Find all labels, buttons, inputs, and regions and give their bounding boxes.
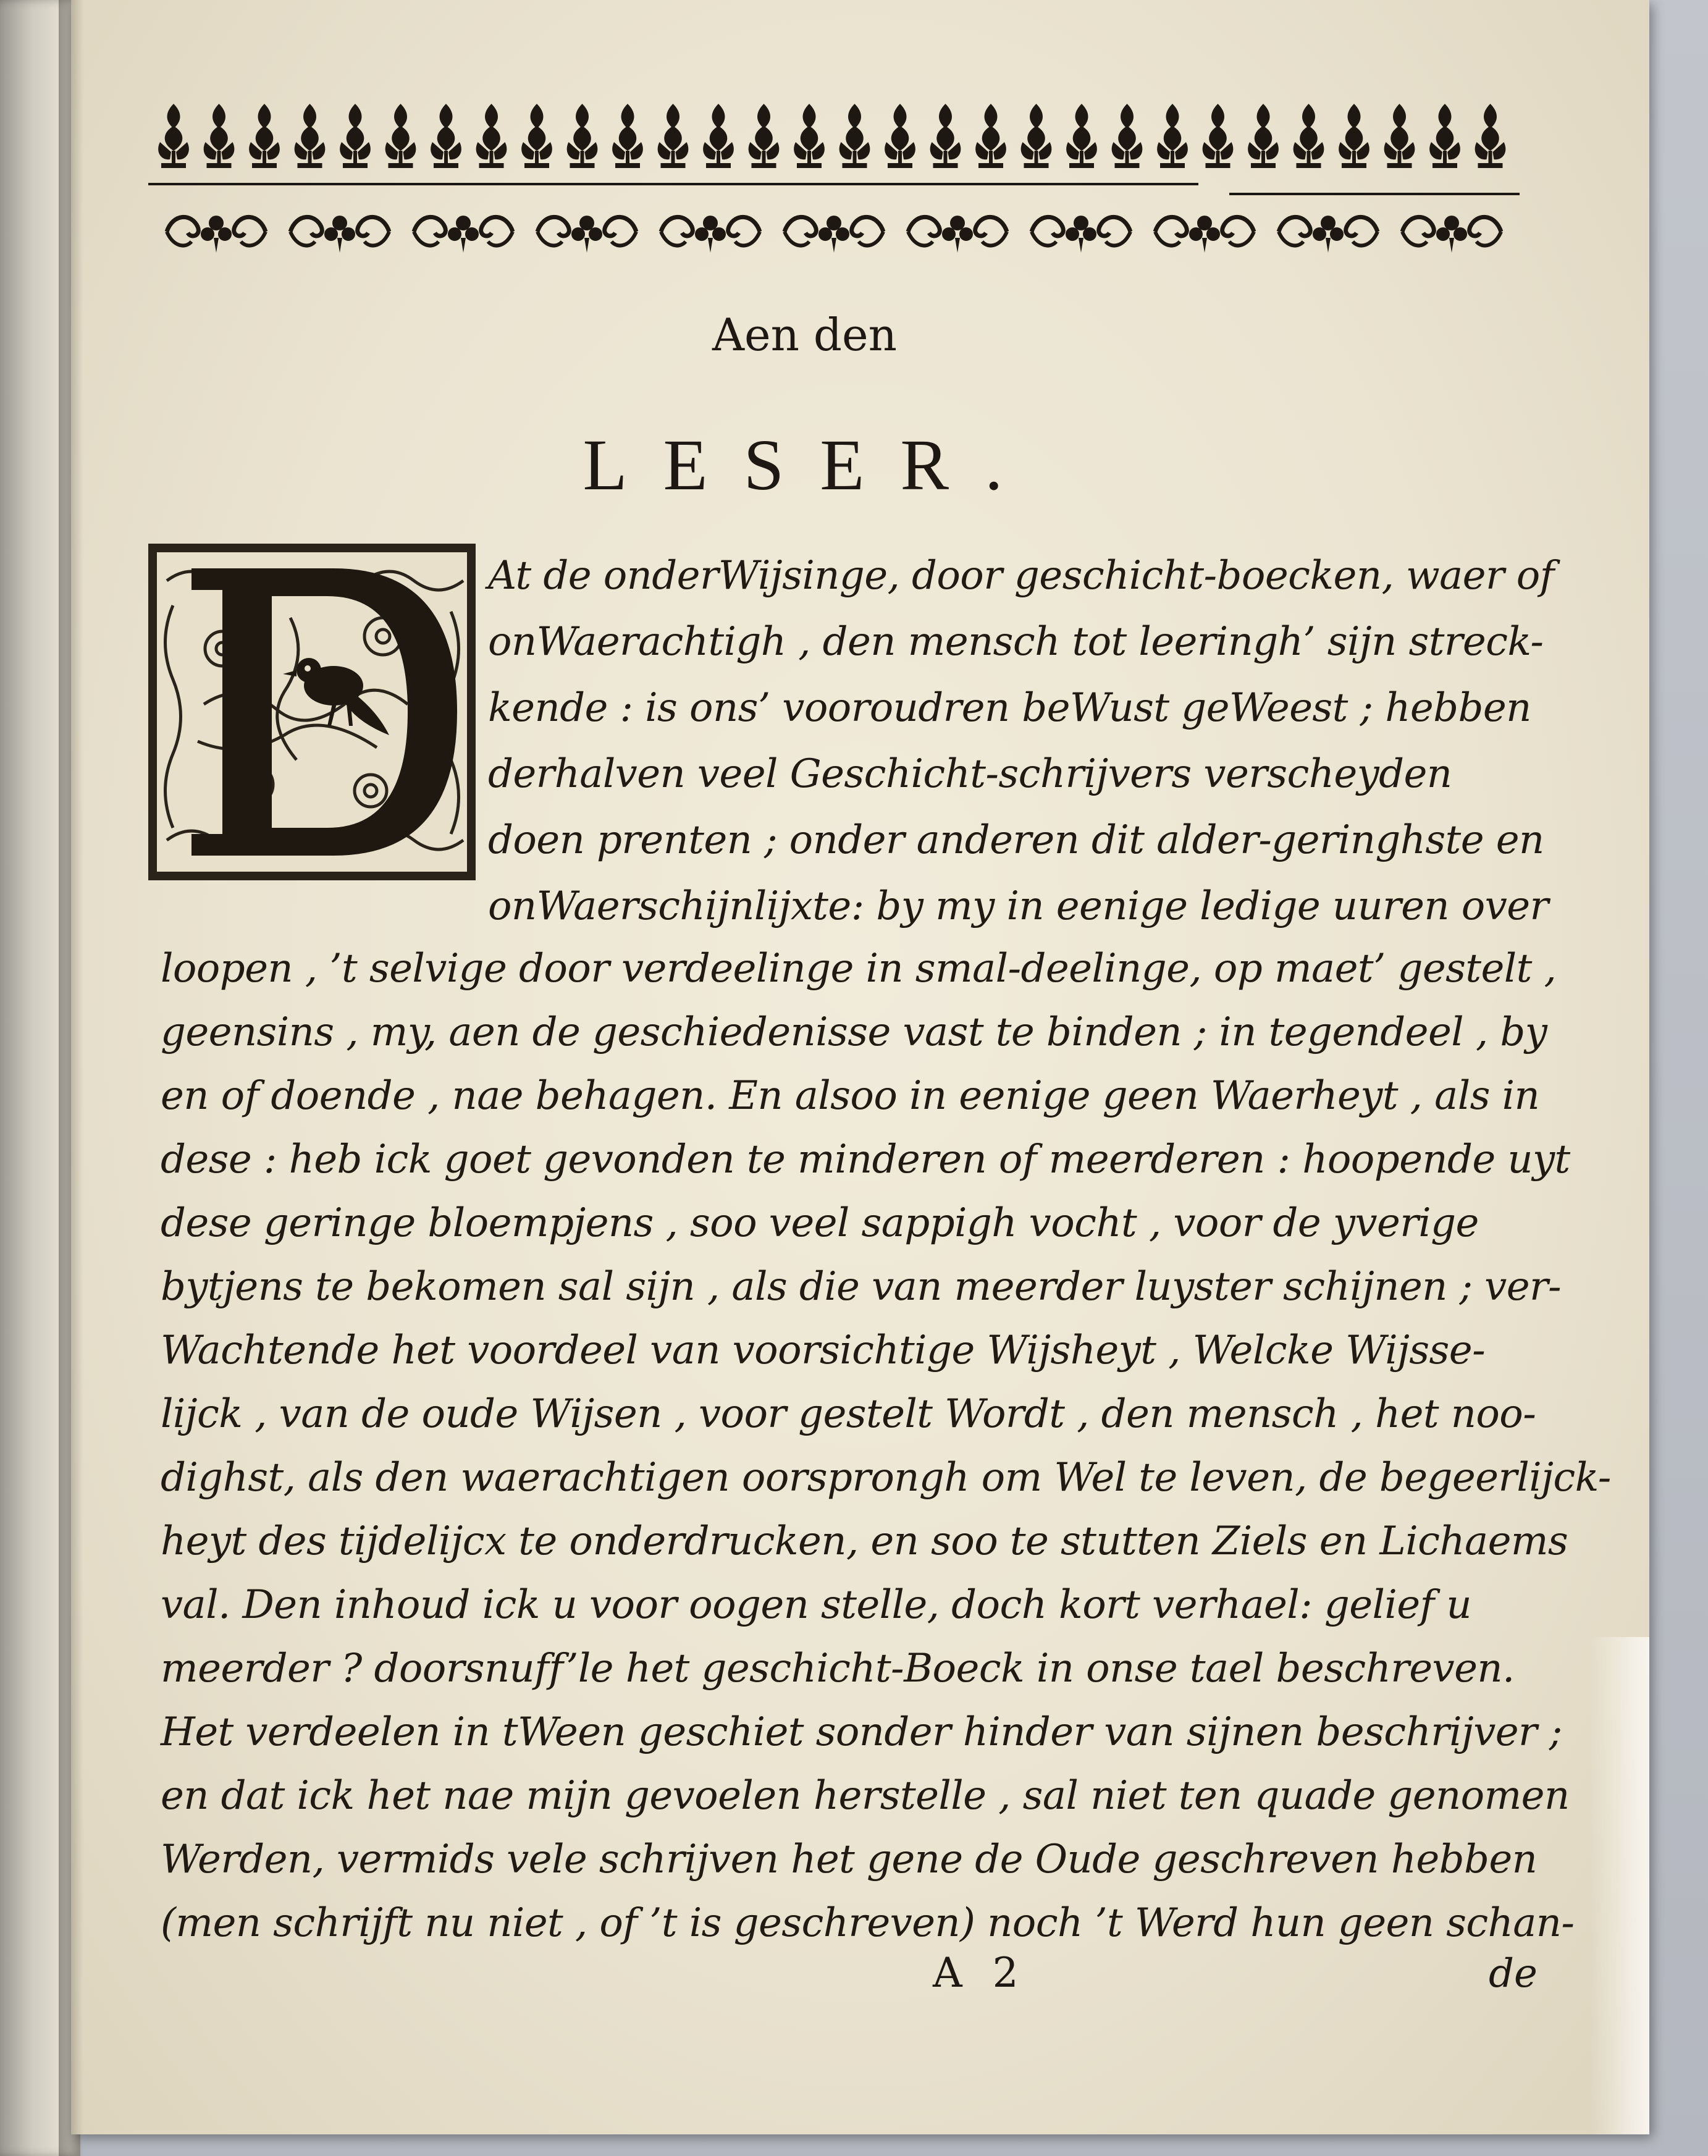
fleuron [385, 104, 416, 168]
text-line: Wachtende het voordeel van voorsichtige Wijsheyt , Welcke Wijsse- [161, 1328, 1486, 1373]
text-line: dighst, als den waerachtigen oorsprongh om Wel te leven, de begeerlijck- [161, 1455, 1611, 1501]
fleuron [1021, 104, 1052, 168]
text-line: dese : heb ick goet gevonden te minderen of meerderen : hoopende uyt [161, 1137, 1570, 1182]
fleuron [1112, 104, 1143, 168]
text-line: doen prenten ; onder anderen dit alder-geringhste en [488, 817, 1544, 863]
text-line: en of doende , nae behagen. En alsoo in eenige geen Waerheyt , als in [161, 1073, 1540, 1119]
fleuron [158, 104, 189, 168]
ornament-rule-right [1229, 193, 1520, 195]
fleuron [1203, 104, 1234, 168]
fleuron [658, 104, 689, 168]
text-line: Het verdeelen in tWeen geschiet sonder hinder van sijnen beschrijver ; [161, 1709, 1562, 1755]
fleuron [1384, 104, 1415, 168]
fleuron [612, 104, 643, 168]
scroll-ornament [661, 216, 760, 253]
text-line: derhalven veel Geschicht-schrijvers verscheyden [488, 751, 1452, 797]
scroll-ornament [1402, 216, 1501, 253]
fleuron [1339, 104, 1369, 168]
text-line: geensins , my, aen de geschiedenisse vast te binden ; in tegendeel , by [161, 1009, 1547, 1055]
text-line: onWaerachtigh , den mensch tot leeringh’ sijn streck- [488, 619, 1544, 665]
bird-dropcap-icon [148, 544, 476, 880]
scroll-ornament [1279, 216, 1378, 253]
scroll-ornament [290, 216, 389, 253]
text-line: Werden, vermids vele schrijven het gene de Oude geschreven hebben [161, 1837, 1538, 1882]
fleuron [930, 104, 961, 168]
scroll-ornament [1032, 216, 1130, 253]
text-line: bytjens te bekomen sal sijn , als die van meerder luyster schijnen ; ver- [161, 1264, 1562, 1310]
fleuron [1157, 104, 1188, 168]
fleuron [703, 104, 734, 168]
heading-aen-den: Aen den [712, 309, 897, 361]
fleuron [521, 104, 552, 168]
fleuron [839, 104, 870, 168]
scroll-ornament [785, 216, 883, 253]
fleuron [1475, 104, 1506, 168]
fleuron [431, 104, 461, 168]
fleuron [975, 104, 1006, 168]
fleuron [249, 104, 280, 168]
page-edge-highlight [1591, 1637, 1649, 2134]
fleuron [204, 104, 235, 168]
fleuron [340, 104, 371, 168]
fleuron [885, 104, 915, 168]
text-line: loopen , ’t selvige door verdeelinge in smal-deelinge, op maet’ gestelt , [161, 946, 1557, 992]
scroll-ornament [414, 216, 513, 253]
scroll-border-icon [154, 204, 1513, 259]
text-line: en dat ick het nae mijn gevoelen herstelle , sal niet ten quade genomen [161, 1773, 1570, 1819]
fleuron [749, 104, 780, 168]
book-page [71, 0, 1649, 2134]
text-line: val. Den inhoud ick u voor oogen stelle, doch kort verhael: gelief u [161, 1582, 1471, 1628]
scroll-ornament [167, 216, 266, 253]
fleuron [1066, 104, 1097, 168]
scroll-ornament [908, 216, 1007, 253]
fleuron [1294, 104, 1324, 168]
text-line: onWaerschijnlijxte: by my in eenige ledige uuren over [488, 883, 1549, 929]
text-line: dese geringe bloempjens , soo veel sappigh vocht , voor de yverige [161, 1200, 1479, 1246]
signature-mark: A 2 [933, 1949, 1027, 1997]
fleuron-border-icon [151, 99, 1517, 173]
scroll-ornament [1155, 216, 1254, 253]
fleuron [1248, 104, 1279, 168]
fleuron [476, 104, 507, 168]
fleuron [567, 104, 598, 168]
fleuron [1429, 104, 1460, 168]
text-line: kende : is ons’ vooroudren beWust geWeest ; hebben [488, 685, 1531, 731]
scroll-ornament [537, 216, 636, 253]
text-line: At de onderWijsinge, door geschicht-boecken, waer of [488, 553, 1554, 599]
text-line: heyt des tijdelijcx te onderdrucken, en soo te stutten Ziels en Lichaems [161, 1518, 1568, 1564]
spine-shadow [59, 0, 83, 2156]
text-line: meerder ? doorsnuff’le het geschicht-Boeck in onse tael beschreven. [161, 1646, 1515, 1691]
text-line: lijck , van de oude Wijsen , voor gestelt Wordt , den mensch , het noo- [161, 1391, 1536, 1437]
fleuron [794, 104, 825, 168]
text-line: (men schrijft nu niet , of ’t is geschreven) noch ’t Werd hun geen schan- [161, 1900, 1575, 1946]
heading-leser: LESER. [583, 424, 1039, 505]
ornament-rule-left [148, 183, 1198, 185]
fleuron [295, 104, 326, 168]
catchword: de [1489, 1951, 1538, 1997]
